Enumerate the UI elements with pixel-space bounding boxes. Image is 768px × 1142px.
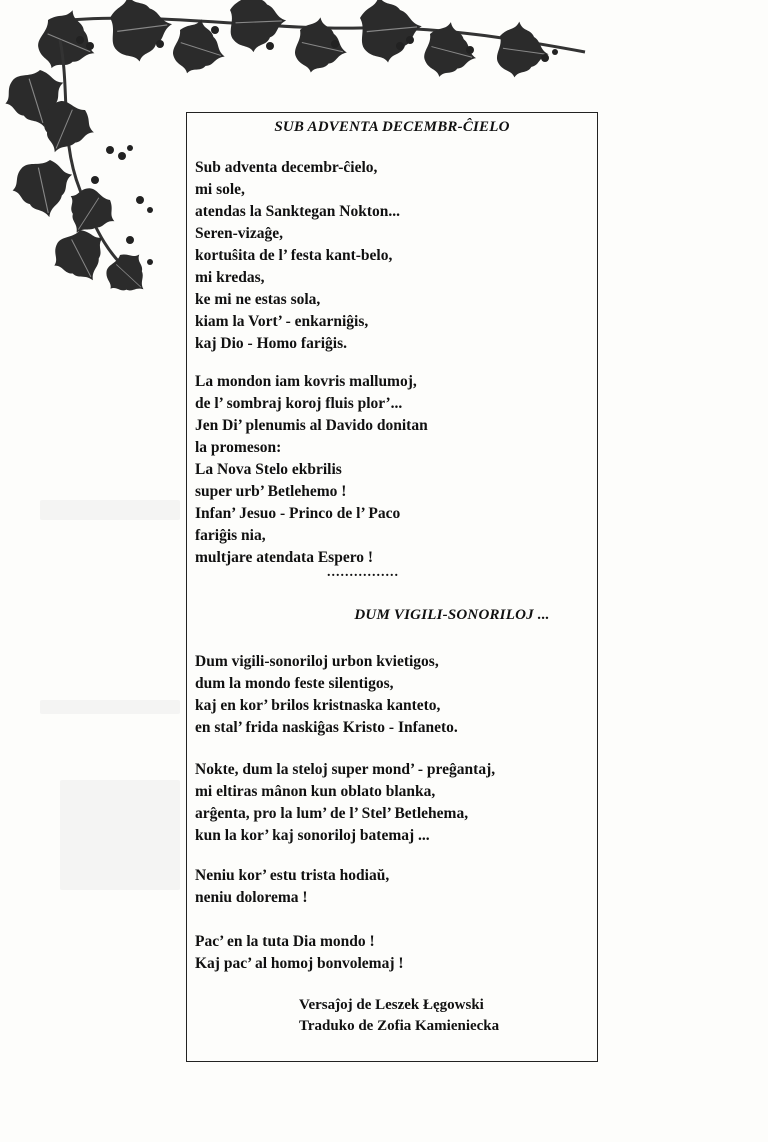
verse-line: kiam la Vort’ - enkarniĝis, [195, 313, 369, 330]
poem2-stanza-4 [195, 931, 404, 975]
poem1-stanza-2 [195, 371, 428, 569]
verse-line: arĝenta, pro la lum’ de l’ Stel’ Betlehema, [195, 805, 469, 822]
verse-line: La Nova Stelo ekbrilis [195, 461, 342, 478]
poem-frame [186, 112, 598, 1062]
verse-line: mi eltiras mânon kun oblato blanka, [195, 783, 436, 800]
verse-line: Sub adventa decembr-ĉielo, [195, 159, 378, 176]
verse-line: Dum vigili-sonoriloj urbon kvietigos, [195, 653, 439, 670]
verse-line: Jen Di’ plenumis al Davido donitan [195, 417, 428, 434]
poem1-stanza-1 [195, 157, 400, 355]
verse-line: dum la mondo feste silentigos, [195, 675, 394, 692]
verse-line: mi sole, [195, 181, 245, 198]
verse-line: ke mi ne estas sola, [195, 291, 321, 308]
poem1-title: SUB ADVENTA DECEMBR-ĈIELO [274, 119, 510, 135]
author-credit: Versaĵoj de Leszek Łęgowski [299, 997, 484, 1013]
verse-line: Kaj pac’ al homoj bonvolemaj ! [195, 955, 404, 972]
poem2-stanza-2 [195, 759, 495, 847]
verse-line: atendas la Sanktegan Nokton... [195, 203, 400, 220]
verse-line: Infan’ Jesuo - Princo de l’ Paco [195, 505, 401, 522]
poem2-stanza-3 [195, 865, 389, 909]
verse-line: Pac’ en la tuta Dia mondo ! [195, 933, 375, 950]
section-separator: ................ [327, 565, 399, 580]
verse-line: Nokte, dum la steloj super mond’ - preĝantaj, [195, 761, 496, 778]
verse-line: La mondon iam kovris mallumoj, [195, 373, 417, 390]
verse-line: super urb’ Betlehemo ! [195, 483, 347, 500]
verse-line: la promeson: [195, 439, 282, 456]
credits [299, 995, 499, 1037]
verse-line: mi kredas, [195, 269, 265, 286]
verse-line: Neniu kor’ estu trista hodiaŭ, [195, 867, 390, 884]
verse-line: kun la kor’ kaj sonoriloj batemaj ... [195, 827, 430, 844]
verse-line: en stal’ frida naskiĝas Kristo - Infaneto. [195, 719, 458, 736]
poem2-stanza-1 [195, 651, 458, 739]
verse-line: multjare atendata Espero ! [195, 549, 374, 566]
verse-line: kaj Dio - Homo fariĝis. [195, 335, 347, 352]
verse-line: de l’ sombraj koroj fluis plor’... [195, 395, 403, 412]
translator-credit: Traduko de Zofia Kamieniecka [299, 1018, 500, 1034]
verse-line: Seren-vizaĝe, [195, 225, 283, 242]
verse-line: fariĝis nia, [195, 527, 266, 544]
verse-line: kaj en kor’ brilos kristnaska kanteto, [195, 697, 441, 714]
verse-line: kortuŝita de l’ festa kant-belo, [195, 247, 393, 264]
verse-line: neniu dolorema ! [195, 889, 308, 906]
poem2-title: DUM VIGILI-SONORILOJ ... [354, 607, 550, 623]
